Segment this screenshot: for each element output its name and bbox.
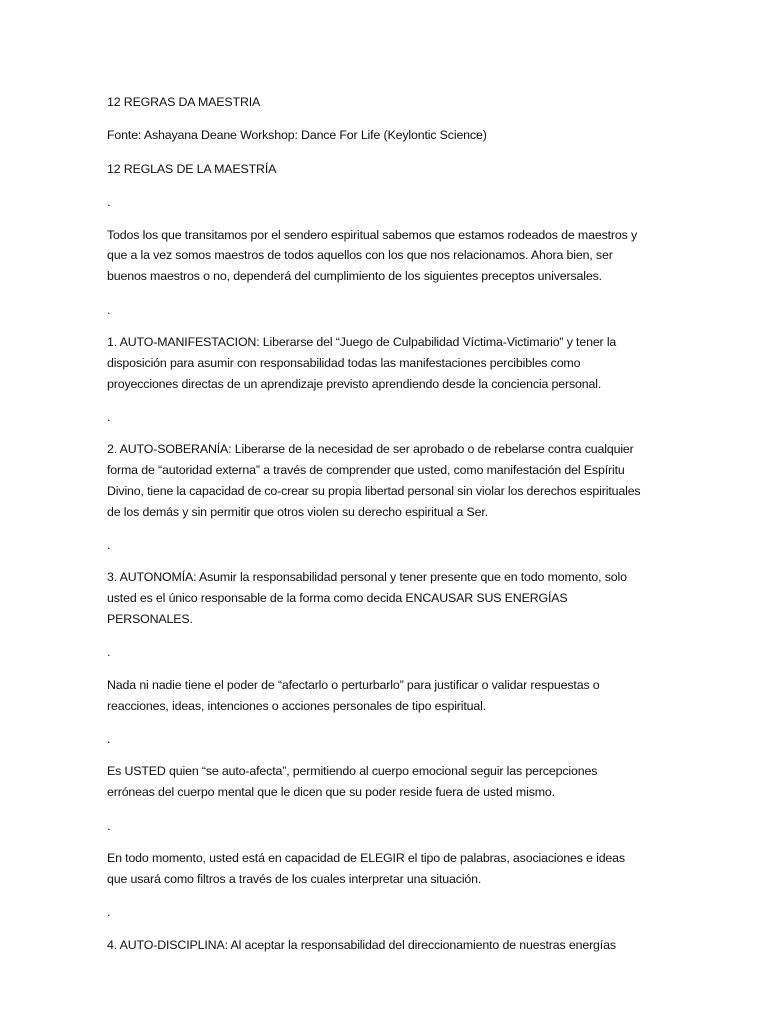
- document-body: [107, 92, 647, 968]
- rule-2-paragraph: 2. AUTO-SOBERANÍA: Liberarse de la necesidad de ser aprobado o de rebelarse contra cualquier forma de “autoridad externa” a través de comprender que usted, como manifestación del Espíritu Divino, tiene la capacidad de co-crear su propia libertad personal sin violar los derechos espirituales de los demás y sin permitir que otros violen su derecho espiritual a Ser.: [107, 442, 641, 519]
- separator-dot: .: [107, 818, 111, 833]
- separator-dot: .: [107, 302, 111, 317]
- usted-paragraph: Es USTED quien “se auto-afecta”, permitiendo al cuerpo emocional seguir las percepciones erróneas del cuerpo mental que le dicen que su poder reside fuera de usted mismo.: [107, 764, 598, 800]
- separator-dot: .: [107, 645, 111, 660]
- separator-dot: .: [107, 409, 111, 424]
- title-spanish: 12 REGLAS DE LA MAESTRÍA: [107, 161, 277, 176]
- separator-dot: .: [107, 195, 111, 210]
- separator-dot: .: [107, 905, 111, 920]
- title-portuguese: 12 REGRAS DA MAESTRIA: [107, 95, 261, 109]
- separator-dot: .: [107, 538, 111, 553]
- nada-paragraph: Nada ni nadie tiene el poder de “afectarlo o perturbarlo” para justificar o validar respuestas o reacciones, ideas, intenciones o acciones personales de tipo espiritual.: [107, 677, 600, 713]
- elegir-paragraph: En todo momento, usted está en capacidad de ELEGIR el tipo de palabras, asociaciones e ideas que usará como filtros a través de los cuales interpretar una situación.: [107, 851, 625, 886]
- intro-paragraph: Todos los que transitamos por el sendero espiritual sabemos que estamos rodeados de maestros y que a la vez somos maestros de todos aquellos con los que nos relacionamos. Ahora bien, ser buenos maestros o no, dependerá del cumplimiento de los siguientes preceptos universales.: [107, 227, 638, 284]
- rule-3-paragraph: 3. AUTONOMÍA: Asumir la responsabilidad personal y tener presente que en todo momento, solo usted es el único responsable de la forma como decida ENCAUSAR SUS ENERGÍAS PERSONALES.: [107, 570, 627, 627]
- source-line: Fonte: Ashayana Deane Workshop: Dance For Life (Keylontic Science): [107, 128, 487, 143]
- rule-4-paragraph: 4. AUTO-DISCIPLINA: Al aceptar la responsabilidad del direccionamiento de nuestras energías: [107, 937, 616, 952]
- separator-dot: .: [107, 732, 111, 747]
- rule-1-paragraph: 1. AUTO-MANIFESTACION: Liberarse del “Juego de Culpabilidad Víctima-Victimario” y tener la disposición para asumir con responsabilidad todas las manifestaciones percibibles como proyecciones directas de un aprendizaje previsto aprendiendo desde la conciencia personal.: [107, 334, 617, 391]
